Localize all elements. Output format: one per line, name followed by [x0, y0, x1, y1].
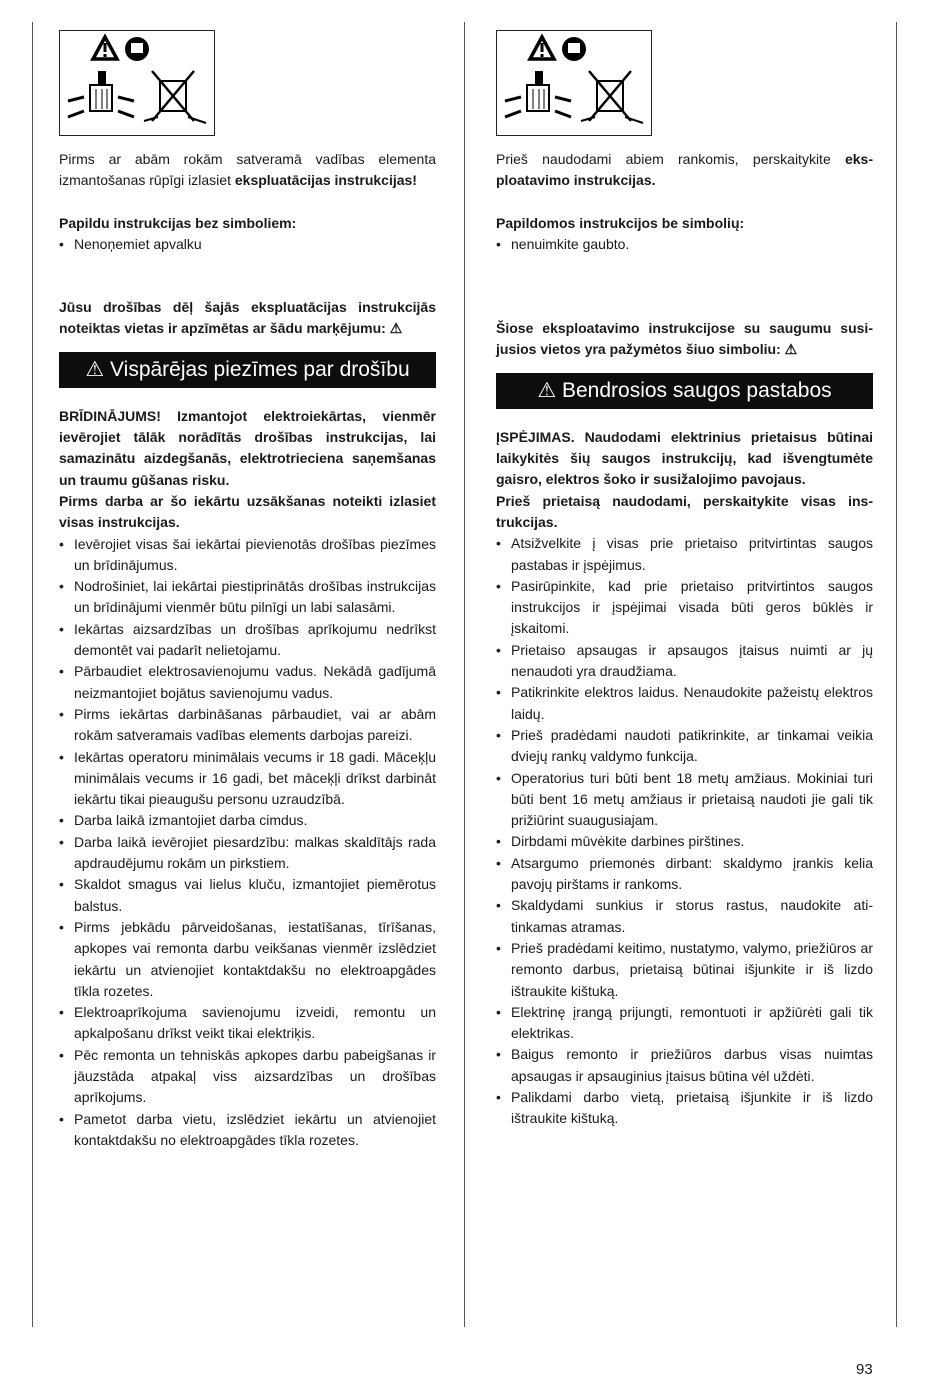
safety-pictogram: [496, 30, 652, 136]
list-item: • Darba laikā ievērojiet piesardzību: malkas skaldītājs rada apdraudējumu rokām un pirkstiem.: [59, 832, 436, 875]
list-item: • Pasirūpinkite, kad prie prietaiso pritvirtintos saugos instrukcijos ir įspėjimai visada būti geros būklės ir įskaitomi.: [496, 576, 873, 640]
intro-paragraph: Prieš naudodami abiem rankomis, perskaitykite eksploatavimo instrukcijas.: [496, 151, 873, 189]
list-item: • Nenoņemiet apvalku: [59, 234, 436, 255]
list-item: • Pēc remonta un tehniskās apkopes darbu pabeigšanas ir jāuzstāda atpakaļ viss aizsardzības un drošības aprīkojums.: [59, 1045, 436, 1109]
safety-list: [496, 533, 873, 1129]
read-all-paragraph: Prieš prietaisą naudodami, perskaitykite visas instrukcijas.: [496, 492, 873, 530]
section-banner: ⚠ Vispārējas piezīmes par drošību: [59, 352, 436, 388]
list-item: • Elektroaprīkojuma savienojumu izveidi, remontu un apkalpošanu drīkst veikt tikai elektriķis.: [59, 1002, 436, 1045]
extra-instructions-heading: Papildu instrukcijas bez simboliem:: [59, 214, 297, 231]
marking-note: Šiose eksploatavimo instrukcijose su saugumu susijusios vietos yra pažymėtos šiuo simboliu: ⚠: [496, 320, 873, 358]
list-item: • Iekārtas operatoru minimālais vecums ir 18 gadi. Māceķļu minimālais vecums ir 16 gadi, bet māceķļi drīkst darbināt iekārtu tikai pieaugušu personu uzraudzībā.: [59, 747, 436, 811]
list-item: • Prieš pradėdami naudoti patikrinkite, ar tinkamai veikia dviejų rankų valdymo funkcija.: [496, 725, 873, 768]
list-item: • Patikrinkite elektros laidus. Nenaudokite pažeistų elektros laidų.: [496, 682, 873, 725]
list-item: • Skaldot smagus vai lielus kluču, izmantojiet piemērotus balstus.: [59, 874, 436, 917]
list-item: • Prietaiso apsaugas ir apsaugos įtaisus nuimti ar jų nenaudoti yra draudžiama.: [496, 640, 873, 683]
intro-paragraph: Pirms ar abām rokām satveramā vadības elementa izmantošanas rūpīgi izlasiet ekspluatācijas instrukcijas!: [59, 151, 436, 189]
list-item: • nenuimkite gaubto.: [496, 234, 873, 255]
list-item: • Palikdami darbo vietą, prietaisą išjunkite ir iš lizdo ištraukite kištuką.: [496, 1087, 873, 1130]
list-item: • Pametot darba vietu, izslēdziet iekārtu un atvienojiet kontaktdakšu no elektroapgādes tīkla rozetes.: [59, 1109, 436, 1152]
list-item: • Iekārtas aizsardzības un drošības aprīkojumu nedrīkst demontēt vai padarīt nelietojamu.: [59, 619, 436, 662]
list-item: • Pirms iekārtas darbināšanas pārbaudiet, vai ar abām rokām satveramais vadības elements darbojas pareizi.: [59, 704, 436, 747]
list-item: • Baigus remonto ir priežiūros darbus visas nuimtas apsaugas ir apsauginius įtaisus būtina vėl uždėti.: [496, 1044, 873, 1087]
warning-paragraph: BRĪDINĀJUMS! Izmantojot elektroiekārtas, vienmēr ievērojiet tālāk norādītās drošības instrukcijas, lai samazinātu aizdegšanās, elektrotrieciena saņemšanas un traumu gūšanas risku.: [59, 407, 436, 488]
list-item: • Darba laikā izmantojiet darba cimdus.: [59, 810, 436, 831]
list-item: • Atsargumo priemonės dirbant: skaldymo įrankis kelia pavojų pirštams ir rankoms.: [496, 853, 873, 896]
extra-instructions-heading: Papildomos instrukcijos be simbolių:: [496, 214, 745, 231]
list-item: • Pārbaudiet elektrosavienojumu vadus. Nekādā gadījumā neizmantojiet bojātus savienojumu vadus.: [59, 661, 436, 704]
right-margin-rule: [896, 22, 897, 1327]
left-column: [59, 30, 436, 1151]
extra-instructions-list: [496, 234, 873, 255]
list-item: • Operatorius turi būti bent 18 metų amžiaus. Mokiniai turi būti bent 16 metų amžiaus ir prietaisą naudoti jie gali tik prižiūrint suaugusiajam.: [496, 768, 873, 832]
marking-note: Jūsu drošības dēļ šajās ekspluatācijas instrukcijās noteiktas vietas ir apzīmētas ar šādu marķējumu: ⚠: [59, 299, 436, 337]
center-column-rule: [464, 22, 465, 1327]
section-banner: ⚠ Bendrosios saugos pastabos: [496, 373, 873, 409]
list-item: • Pirms jebkādu pārveidošanas, iestatīšanas, tīrīšanas, apkopes vai remonta darbu veikšanas vienmēr izslēdziet iekārtu un atvienojiet kontaktdakšu no elektroapgādes tīkla rozetes.: [59, 917, 436, 1002]
list-item: • Atsižvelkite į visas prie prietaiso pritvirtintas saugos pastabas ir įspėjimus.: [496, 533, 873, 576]
safety-list: [59, 534, 436, 1152]
extra-instructions-list: [59, 234, 436, 255]
read-all-paragraph: Pirms darba ar šo iekārtu uzsākšanas noteikti izlasiet visas instrukcijas.: [59, 492, 436, 531]
list-item: • Dirbdami mūvėkite darbines pirštines.: [496, 831, 873, 852]
page-number: 93: [856, 1361, 873, 1378]
warning-paragraph: ĮSPĖJIMAS. Naudodami elektrinius prietaisus būtinai laikykitės šių saugos instrukcijų, kad išvengtumėte gaisro, elektros šoko ir susižalojimo pavojaus.: [496, 428, 873, 488]
list-item: • Ievērojiet visas šai iekārtai pievienotās drošības piezīmes un brīdinājumus.: [59, 534, 436, 577]
list-item: • Skaldydami sunkius ir storus rastus, naudokite atitinkamas atramas.: [496, 895, 873, 938]
list-item: • Prieš pradėdami keitimo, nustatymo, valymo, priežiūros ar remonto darbus, prietaisą būtinai išjunkite ir iš lizdo ištraukite kištuką.: [496, 938, 873, 1002]
left-margin-rule: [32, 22, 33, 1327]
list-item: • Elektrinę įrangą prijungti, remontuoti ir apžiūrėti gali tik elektrikas.: [496, 1002, 873, 1045]
list-item: • Nodrošiniet, lai iekārtai piestiprinātās drošības instrukcijas un brīdinājumi vienmēr būtu pilnīgi un labi salasāmi.: [59, 576, 436, 619]
safety-pictogram: [59, 30, 215, 136]
right-column: [496, 30, 873, 1130]
